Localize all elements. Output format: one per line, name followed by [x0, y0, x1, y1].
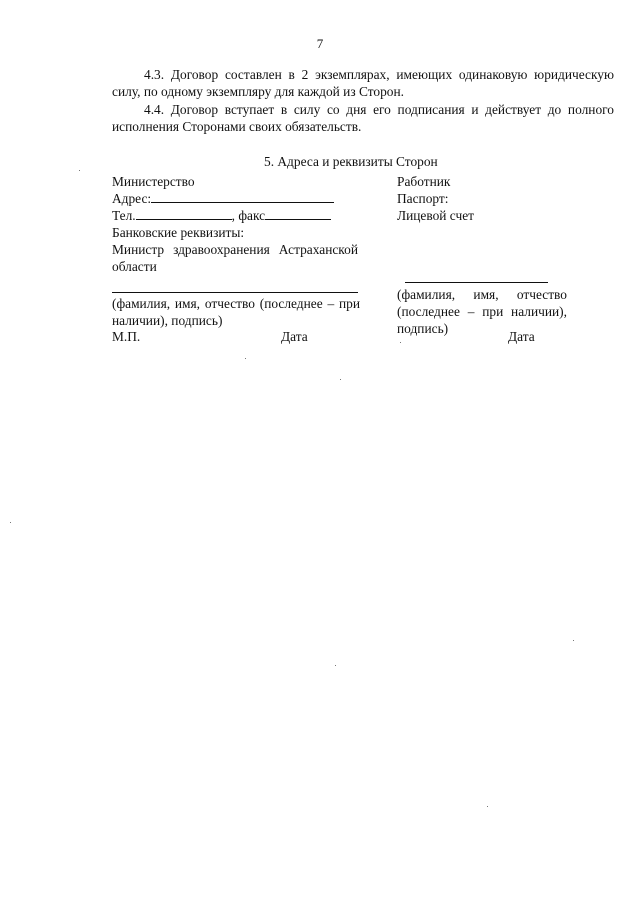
- fax-label: , факс: [231, 208, 266, 223]
- scan-speck: [10, 522, 11, 523]
- clause-4-4: 4.4. Договор вступает в силу со дня его подписания и действует до полного исполнения Сторонами своих обязательств.: [112, 102, 614, 134]
- scan-speck: [340, 379, 341, 380]
- stamp-placeholder: М.П.: [112, 329, 141, 344]
- clause-4-3: 4.3. Договор составлен в 2 экземплярах, имеющих одинаковую юридическую силу, по одному экземпляру для каждой из Сторон.: [112, 67, 614, 99]
- ministry-phone-fax-row: [112, 207, 362, 224]
- scan-speck: [573, 640, 574, 641]
- phone-label: Тел.: [112, 208, 136, 223]
- bank-details-label: Банковские реквизиты:: [112, 225, 245, 240]
- ministry-address-row: [112, 190, 362, 207]
- ministry-signature-caption: (фамилия, имя, отчество (последнее – при наличии), подпись): [112, 296, 360, 328]
- employee-label: Работник: [397, 174, 451, 189]
- passport-label: Паспорт:: [397, 191, 449, 206]
- employee-date-label: Дата: [508, 329, 535, 344]
- ministry-date-label: Дата: [281, 329, 308, 344]
- phone-blank-line: [136, 207, 232, 220]
- fax-blank-line: [265, 207, 331, 220]
- scan-speck: [79, 170, 80, 171]
- scan-speck: [335, 665, 336, 666]
- ministry-column: [112, 173, 362, 329]
- address-blank-line: [151, 190, 334, 203]
- employee-signature-caption: (фамилия, имя, отчество (последнее – при наличии), подпись): [397, 287, 567, 336]
- scan-speck: [400, 342, 401, 343]
- employee-column: [397, 173, 567, 337]
- account-label: Лицевой счет: [397, 208, 475, 223]
- ministry-label: Министерство: [112, 174, 195, 189]
- signer-title: Министр здравоохранения Астраханской области: [112, 242, 358, 274]
- ministry-signature-line: [112, 280, 358, 293]
- scan-speck: [245, 358, 246, 359]
- page-number: 7: [316, 36, 324, 51]
- scan-speck: [487, 806, 488, 807]
- section-title: 5. Адреса и реквизиты Сторон: [264, 154, 438, 169]
- address-label: Адрес:: [112, 191, 152, 206]
- employee-signature-line: [405, 271, 548, 283]
